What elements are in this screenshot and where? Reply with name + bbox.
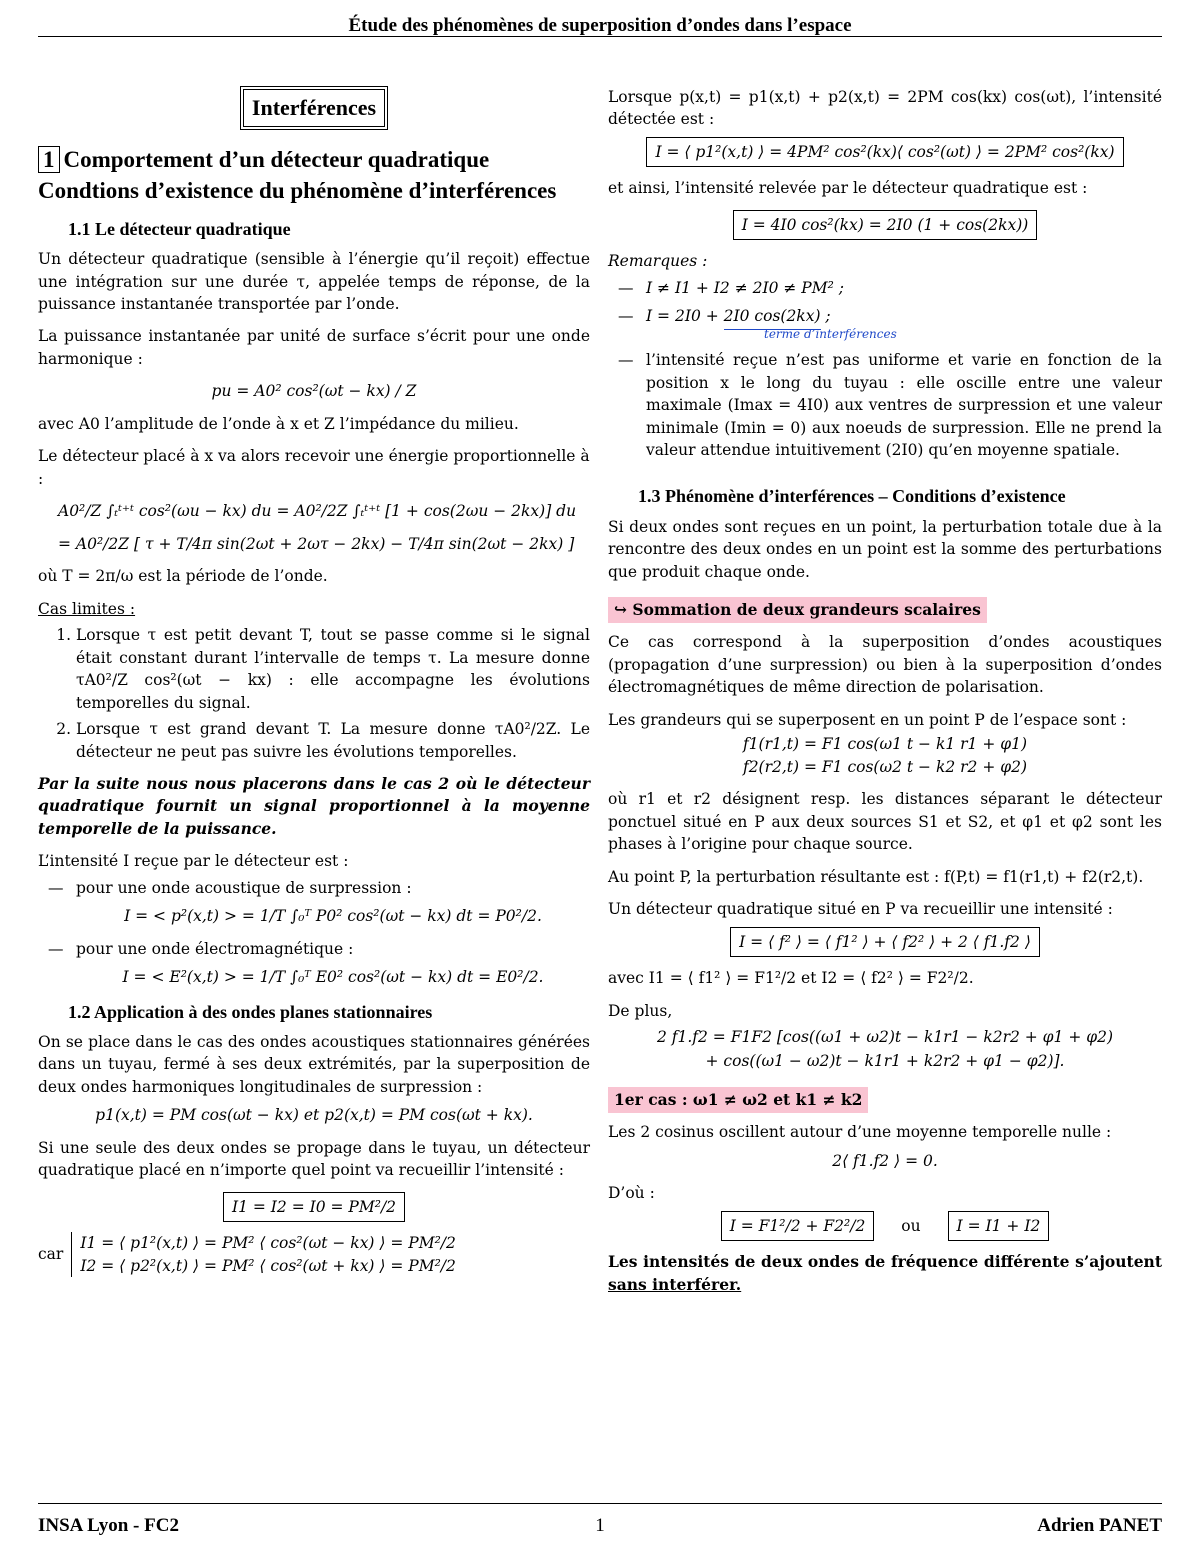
paragraph: Un détecteur quadratique (sensible à l’énergie qu’il reçoit) effectue une intégration sur une durée τ, appelée temps de réponse, de la puissance instantanée transportée par l’onde. xyxy=(38,250,590,314)
equation-pu: pu = A0² cos²(ωt − kx) / Z xyxy=(211,382,417,401)
list-item: — pour une onde électromagnétique : I = < E²(x,t) > = 1/T ∫₀ᵀ E0² cos²(ωt − kx) dt = E0²/2. xyxy=(38,938,590,989)
list-item: — pour une onde acoustique de surpression : I = < p²(x,t) > = 1/T ∫₀ᵀ P0² cos²(ωt − kx) dt = P0²/2. xyxy=(38,877,590,928)
paragraph: où T = 2π/ω est la période de l’onde. xyxy=(38,567,328,586)
paragraph: La puissance instantanée par unité de surface s’écrit pour une onde harmonique : xyxy=(38,327,590,368)
equation-f1: f1(r1,t) = F1 cos(ω1 t − k1 r1 + φ1) xyxy=(742,735,1028,754)
equation-f2: f2(r2,t) = F1 cos(ω2 t − k2 r2 + φ2) xyxy=(742,757,1028,776)
remarques-heading: Remarques : xyxy=(608,252,708,271)
car-block xyxy=(38,1232,590,1277)
subsection-1-3-title: 1.3 Phénomène d’interférences – Conditions d’existence xyxy=(638,486,1066,507)
boxed-equation-b: I = 4I0 cos²(kx) = 2I0 (1 + cos(2kx)) xyxy=(733,210,1038,240)
highlight-sommation: ↪ Sommation de deux grandeurs scalaires xyxy=(608,597,987,623)
equation-energy-2: = A0²/2Z [ τ + T/4π sin(2ωt + 2ωτ − 2kx) − T/4π sin(2ωt − 2kx) ] xyxy=(58,534,575,553)
equation-product-1: 2 f1.f2 = F1F2 [cos((ω1 + ω2)t − k1r1 − k2r2 + φ1 + φ2) xyxy=(656,1028,1114,1047)
paragraph: Le détecteur placé à x va alors recevoir une énergie proportionnelle à : xyxy=(38,447,590,488)
list-item: 1. Lorsque τ est petit devant T, tout se passe comme si le signal était constant durant l’intervalle de temps τ. La mesure donne τA0²/Z cos²(ωt − kx) : elle accompagne les évolutions temporelles du signal. xyxy=(76,624,590,714)
equation-energy-1: A0²/Z ∫ₜᵗ⁺ᵗ cos²(ωu − kx) du = A0²/2Z ∫ₜᵗ⁺ᵗ [1 + cos(2ωu − 2kx)] du xyxy=(58,502,577,521)
chapter-box-title: Interférences xyxy=(38,86,590,130)
footer-institution: INSA Lyon - FC2 xyxy=(38,1515,179,1536)
boxed-equation-f: I = F1²/2 + F2²/2 xyxy=(721,1211,875,1241)
equation-acoustic: I = < p²(x,t) > = 1/T ∫₀ᵀ P0² cos²(ωt − kx) dt = P0²/2. xyxy=(124,907,542,926)
final-result-row xyxy=(608,1211,1162,1241)
paragraph: et ainsi, l’intensité relevée par le détecteur quadratique est : xyxy=(608,179,1088,198)
list-item: — I = 2I0 + 2I0 cos(2kx) ; terme d’interférences xyxy=(608,305,1162,343)
equation-zero-mean: 2⟨ f1.f2 ⟩ = 0. xyxy=(832,1151,938,1170)
subsection-1-2-title: 1.2 Application à des ondes planes stationnaires xyxy=(68,1001,433,1022)
paragraph: avec I1 = ⟨ f1² ⟩ = F1²/2 et I2 = ⟨ f2² ⟩ = F2²/2. xyxy=(608,969,974,988)
equation-em: I = < E²(x,t) > = 1/T ∫₀ᵀ E0² cos²(ωt − kx) dt = E0²/2. xyxy=(122,968,544,987)
paragraph: On se place dans le cas des ondes acoustiques stationnaires générées dans un tuyau, fermé à ses deux extrémités, par la superposition de deux ondes harmoniques longitudinales de surpression : xyxy=(38,1032,590,1096)
section-number: 1 xyxy=(38,146,60,173)
equation-car-2: I2 = ⟨ p2²(x,t) ⟩ = PM² ⟨ cos²(ωt + kx) ⟩ = PM²/2 xyxy=(80,1256,456,1275)
subsection-1-1-title: 1.1 Le détecteur quadratique xyxy=(68,218,291,239)
paragraph: L’intensité I reçue par le détecteur est : xyxy=(38,852,349,871)
boxed-equation-c: I = ⟨ f² ⟩ = ⟨ f1² ⟩ + ⟨ f2² ⟩ + 2 ⟨ f1.f2 ⟩ xyxy=(730,927,1040,957)
interference-term-note: terme d’interférences xyxy=(764,326,897,341)
equation-car-1: I1 = ⟨ p1²(x,t) ⟩ = PM² ⟨ cos²(ωt − kx) ⟩ = PM²/2 xyxy=(80,1234,456,1253)
paragraph: Les 2 cosinus oscillent autour d’une moyenne temporelle nulle : xyxy=(608,1123,1112,1142)
left-column xyxy=(38,78,590,1277)
running-header: Étude des phénomènes de superposition d’ondes dans l’espace xyxy=(348,15,852,36)
paragraph: D’où : xyxy=(608,1184,655,1203)
paragraph: Au point P, la perturbation résultante est : f(P,t) = f1(r1,t) + f2(r2,t). xyxy=(608,867,1144,886)
list-item: — I ≠ I1 + I2 ≠ 2I0 ≠ PM² ; xyxy=(618,278,844,297)
limit-cases-list xyxy=(38,624,590,763)
footer-page-number: 1 xyxy=(595,1515,605,1536)
paragraph: Si deux ondes sont reçues en un point, la perturbation totale due à la rencontre des deux ondes en un point est la somme des perturbations que produit chaque onde. xyxy=(608,517,1162,581)
paragraph: avec A0 l’amplitude de l’onde à x et Z l’impédance du milieu. xyxy=(38,414,519,433)
list-item: — l’intensité reçue n’est pas uniforme et varie en fonction de la position x le long du tuyau : elle oscille entre une valeur maximale (Imax = 4I0) aux ventres de surpression et une valeur minimale (Imin = 0) aux noeuds de surpression. Elle ne prend la valeur attendue intuitivement (2I0) qu’en moyenne spatiale. xyxy=(618,351,1162,460)
paragraph: Un détecteur quadratique situé en P va recueillir une intensité : xyxy=(608,900,1113,919)
paragraph: Ce cas correspond à la superposition d’ondes acoustiques (propagation d’une surpression) ou bien à la superposition d’ondes électromagnétiques de même direction de polarisation. xyxy=(608,633,1162,697)
remarks-list xyxy=(608,277,1162,462)
paragraph: Lorsque p(x,t) = p1(x,t) + p2(x,t) = 2PM cos(kx) cos(ωt), l’intensité détectée est : xyxy=(608,88,1162,129)
footer-author: Adrien PANET xyxy=(1037,1515,1162,1536)
cas-limites-heading: Cas limites : xyxy=(38,599,136,618)
footer-rule xyxy=(38,1503,1162,1504)
paragraph: où r1 et r2 désignent resp. les distances séparant le détecteur ponctuel situé en P aux deux sources S1 et S2, et φ1 et φ2 sont les phases à l’origine pour chaque source. xyxy=(608,790,1162,854)
conclusion: Les intensités de deux ondes de fréquence différente s’ajoutent sans interférer. xyxy=(608,1252,1162,1294)
list-item: 2. Lorsque τ est grand devant T. La mesure donne τA0²/2Z. Le détecteur ne peut pas suivre les évolutions temporelles. xyxy=(76,718,590,763)
paragraph: Si une seule des deux ondes se propage dans le tuyau, un détecteur quadratique placé en n’importe quel point va recueillir l’intensité : xyxy=(38,1138,590,1180)
car-label: car xyxy=(38,1245,64,1264)
section-heading: 1 Comportement d’un détecteur quadratique xyxy=(38,144,590,175)
highlight-first-case: 1er cas : ω1 ≠ ω2 et k1 ≠ k2 xyxy=(608,1087,868,1113)
intensity-list xyxy=(38,877,590,989)
equation-product-2: + cos((ω1 − ω2)t − k1r1 + k2r2 + φ1 − φ2)]. xyxy=(705,1052,1065,1071)
header-rule xyxy=(38,36,1162,37)
paragraph: De plus, xyxy=(608,1001,673,1020)
paragraph: Les grandeurs qui se superposent en un point P de l’espace sont : xyxy=(608,710,1127,729)
boxed-equation-i0: I1 = I2 = I0 = PM²/2 xyxy=(223,1192,405,1222)
boxed-equation-g: I = I1 + I2 xyxy=(948,1211,1050,1241)
emphasis-paragraph: Par la suite nous nous placerons dans le cas 2 où le détecteur quadratique fournit un signal proportionnel à la moyenne temporelle de la puissance. xyxy=(38,773,590,838)
ou-label: ou xyxy=(901,1216,921,1235)
equation-p1-p2: p1(x,t) = PM cos(ωt − kx) et p2(x,t) = PM cos(ωt + kx). xyxy=(95,1106,533,1125)
boxed-equation-a: I = ⟨ p1²(x,t) ⟩ = 4PM² cos²(kx)⟨ cos²(ωt) ⟩ = 2PM² cos²(kx) xyxy=(646,137,1123,167)
right-column xyxy=(608,86,1162,1306)
section-subtitle: Condtions d’existence du phénomène d’interférences xyxy=(38,177,557,203)
interference-term: 2I0 cos(2kx) xyxy=(724,305,821,329)
